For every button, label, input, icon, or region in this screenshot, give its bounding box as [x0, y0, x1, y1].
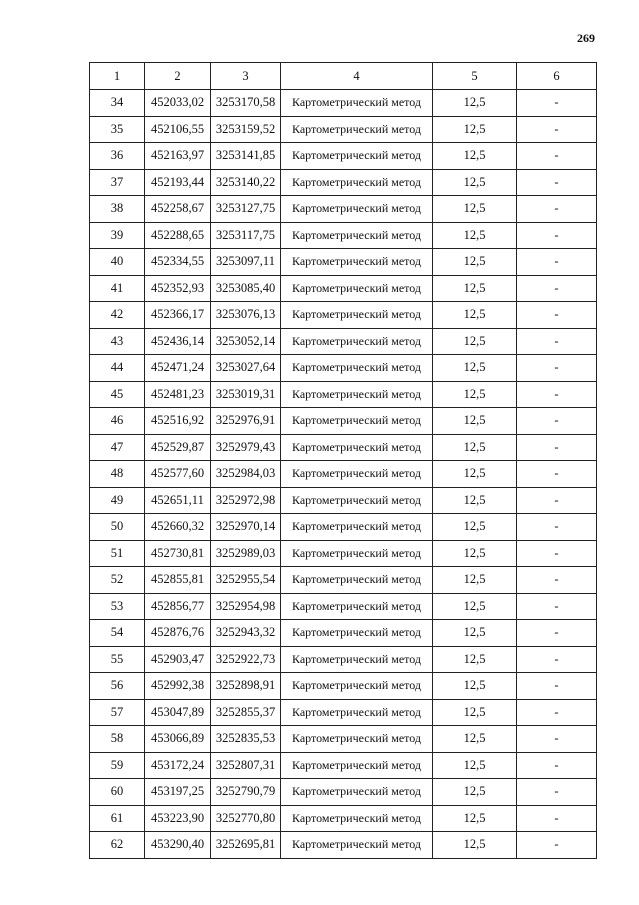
x-coordinate-cell: 452660,32: [145, 514, 211, 541]
y-coordinate-cell: 3253076,13: [211, 302, 281, 329]
x-coordinate-cell: 452471,24: [145, 355, 211, 382]
accuracy-cell: 12,5: [433, 275, 517, 302]
point-number-cell: 51: [90, 540, 145, 567]
x-coordinate-cell: 452730,81: [145, 540, 211, 567]
point-number-cell: 45: [90, 381, 145, 408]
accuracy-cell: 12,5: [433, 222, 517, 249]
x-coordinate-cell: 453290,40: [145, 832, 211, 859]
accuracy-cell: 12,5: [433, 169, 517, 196]
y-coordinate-cell: 3253027,64: [211, 355, 281, 382]
accuracy-cell: 12,5: [433, 381, 517, 408]
x-coordinate-cell: 452258,67: [145, 196, 211, 223]
note-cell: -: [517, 222, 597, 249]
y-coordinate-cell: 3252898,91: [211, 673, 281, 700]
point-number-cell: 41: [90, 275, 145, 302]
note-cell: -: [517, 249, 597, 276]
y-coordinate-cell: 3253170,58: [211, 90, 281, 117]
point-number-cell: 48: [90, 461, 145, 488]
table-row: [90, 699, 597, 726]
method-cell: Картометрический метод: [281, 408, 433, 435]
accuracy-cell: 12,5: [433, 832, 517, 859]
method-cell: Картометрический метод: [281, 805, 433, 832]
note-cell: -: [517, 752, 597, 779]
method-cell: Картометрический метод: [281, 726, 433, 753]
method-cell: Картометрический метод: [281, 514, 433, 541]
method-cell: Картометрический метод: [281, 567, 433, 594]
x-coordinate-cell: 453223,90: [145, 805, 211, 832]
note-cell: -: [517, 620, 597, 647]
method-cell: Картометрический метод: [281, 434, 433, 461]
x-coordinate-cell: 452366,17: [145, 302, 211, 329]
method-cell: Картометрический метод: [281, 673, 433, 700]
method-cell: Картометрический метод: [281, 249, 433, 276]
accuracy-cell: 12,5: [433, 302, 517, 329]
accuracy-cell: 12,5: [433, 461, 517, 488]
table-row: [90, 249, 597, 276]
x-coordinate-cell: 452352,93: [145, 275, 211, 302]
point-number-cell: 38: [90, 196, 145, 223]
column-header-2: 2: [145, 63, 211, 90]
point-number-cell: 56: [90, 673, 145, 700]
table-row: [90, 620, 597, 647]
method-cell: Картометрический метод: [281, 752, 433, 779]
x-coordinate-cell: 452334,55: [145, 249, 211, 276]
method-cell: Картометрический метод: [281, 275, 433, 302]
point-number-cell: 46: [90, 408, 145, 435]
point-number-cell: 60: [90, 779, 145, 806]
accuracy-cell: 12,5: [433, 90, 517, 117]
point-number-cell: 49: [90, 487, 145, 514]
table-row: [90, 752, 597, 779]
table-row: [90, 567, 597, 594]
accuracy-cell: 12,5: [433, 593, 517, 620]
note-cell: -: [517, 726, 597, 753]
accuracy-cell: 12,5: [433, 116, 517, 143]
table-body: [90, 90, 597, 859]
x-coordinate-cell: 452516,92: [145, 408, 211, 435]
x-coordinate-cell: 452992,38: [145, 673, 211, 700]
table-row: [90, 196, 597, 223]
table-row: [90, 90, 597, 117]
column-header-1: 1: [90, 63, 145, 90]
note-cell: -: [517, 275, 597, 302]
note-cell: -: [517, 805, 597, 832]
x-coordinate-cell: 452651,11: [145, 487, 211, 514]
accuracy-cell: 12,5: [433, 408, 517, 435]
point-number-cell: 47: [90, 434, 145, 461]
y-coordinate-cell: 3253097,11: [211, 249, 281, 276]
y-coordinate-cell: 3253117,75: [211, 222, 281, 249]
note-cell: -: [517, 514, 597, 541]
x-coordinate-cell: 452288,65: [145, 222, 211, 249]
y-coordinate-cell: 3253159,52: [211, 116, 281, 143]
y-coordinate-cell: 3252989,03: [211, 540, 281, 567]
y-coordinate-cell: 3252979,43: [211, 434, 281, 461]
method-cell: Картометрический метод: [281, 90, 433, 117]
table-row: [90, 116, 597, 143]
note-cell: -: [517, 328, 597, 355]
method-cell: Картометрический метод: [281, 461, 433, 488]
note-cell: -: [517, 487, 597, 514]
column-header-3: 3: [211, 63, 281, 90]
note-cell: -: [517, 116, 597, 143]
point-number-cell: 57: [90, 699, 145, 726]
table-row: [90, 381, 597, 408]
accuracy-cell: 12,5: [433, 196, 517, 223]
accuracy-cell: 12,5: [433, 355, 517, 382]
table-row: [90, 726, 597, 753]
note-cell: -: [517, 408, 597, 435]
accuracy-cell: 12,5: [433, 328, 517, 355]
point-number-cell: 35: [90, 116, 145, 143]
table-row: [90, 832, 597, 859]
method-cell: Картометрический метод: [281, 832, 433, 859]
point-number-cell: 37: [90, 169, 145, 196]
x-coordinate-cell: 452193,44: [145, 169, 211, 196]
point-number-cell: 54: [90, 620, 145, 647]
note-cell: -: [517, 302, 597, 329]
x-coordinate-cell: 453197,25: [145, 779, 211, 806]
table-row: [90, 779, 597, 806]
table-row: [90, 487, 597, 514]
x-coordinate-cell: 452856,77: [145, 593, 211, 620]
note-cell: -: [517, 779, 597, 806]
x-coordinate-cell: 452529,87: [145, 434, 211, 461]
note-cell: -: [517, 593, 597, 620]
note-cell: -: [517, 169, 597, 196]
point-number-cell: 36: [90, 143, 145, 170]
point-number-cell: 43: [90, 328, 145, 355]
y-coordinate-cell: 3252790,79: [211, 779, 281, 806]
x-coordinate-cell: 452855,81: [145, 567, 211, 594]
note-cell: -: [517, 381, 597, 408]
y-coordinate-cell: 3252970,14: [211, 514, 281, 541]
y-coordinate-cell: 3253052,14: [211, 328, 281, 355]
note-cell: -: [517, 646, 597, 673]
header-row: [90, 63, 597, 90]
table-row: [90, 169, 597, 196]
table-row: [90, 461, 597, 488]
table-row: [90, 646, 597, 673]
point-number-cell: 61: [90, 805, 145, 832]
table-row: [90, 143, 597, 170]
method-cell: Картометрический метод: [281, 779, 433, 806]
y-coordinate-cell: 3252984,03: [211, 461, 281, 488]
accuracy-cell: 12,5: [433, 434, 517, 461]
x-coordinate-cell: 452481,23: [145, 381, 211, 408]
method-cell: Картометрический метод: [281, 646, 433, 673]
x-coordinate-cell: 452106,55: [145, 116, 211, 143]
method-cell: Картометрический метод: [281, 355, 433, 382]
y-coordinate-cell: 3252943,32: [211, 620, 281, 647]
table-row: [90, 673, 597, 700]
point-number-cell: 52: [90, 567, 145, 594]
y-coordinate-cell: 3252972,98: [211, 487, 281, 514]
column-header-5: 5: [433, 63, 517, 90]
page-number: 269: [577, 31, 595, 45]
x-coordinate-cell: 452033,02: [145, 90, 211, 117]
point-number-cell: 62: [90, 832, 145, 859]
note-cell: -: [517, 699, 597, 726]
accuracy-cell: 12,5: [433, 752, 517, 779]
note-cell: -: [517, 540, 597, 567]
method-cell: Картометрический метод: [281, 302, 433, 329]
note-cell: -: [517, 567, 597, 594]
method-cell: Картометрический метод: [281, 699, 433, 726]
method-cell: Картометрический метод: [281, 487, 433, 514]
y-coordinate-cell: 3253141,85: [211, 143, 281, 170]
point-number-cell: 44: [90, 355, 145, 382]
method-cell: Картометрический метод: [281, 143, 433, 170]
y-coordinate-cell: 3252955,54: [211, 567, 281, 594]
point-number-cell: 55: [90, 646, 145, 673]
accuracy-cell: 12,5: [433, 620, 517, 647]
accuracy-cell: 12,5: [433, 726, 517, 753]
table-row: [90, 408, 597, 435]
x-coordinate-cell: 453172,24: [145, 752, 211, 779]
y-coordinate-cell: 3252807,31: [211, 752, 281, 779]
y-coordinate-cell: 3253140,22: [211, 169, 281, 196]
table-row: [90, 593, 597, 620]
table-row: [90, 434, 597, 461]
y-coordinate-cell: 3252954,98: [211, 593, 281, 620]
point-number-cell: 58: [90, 726, 145, 753]
note-cell: -: [517, 355, 597, 382]
column-header-6: 6: [517, 63, 597, 90]
column-header-4: 4: [281, 63, 433, 90]
x-coordinate-cell: 453047,89: [145, 699, 211, 726]
point-number-cell: 53: [90, 593, 145, 620]
method-cell: Картометрический метод: [281, 540, 433, 567]
method-cell: Картометрический метод: [281, 196, 433, 223]
x-coordinate-cell: 452163,97: [145, 143, 211, 170]
y-coordinate-cell: 3253019,31: [211, 381, 281, 408]
note-cell: -: [517, 673, 597, 700]
accuracy-cell: 12,5: [433, 673, 517, 700]
coordinates-table: [89, 62, 597, 859]
accuracy-cell: 12,5: [433, 514, 517, 541]
point-number-cell: 34: [90, 90, 145, 117]
accuracy-cell: 12,5: [433, 540, 517, 567]
y-coordinate-cell: 3252922,73: [211, 646, 281, 673]
y-coordinate-cell: 3253085,40: [211, 275, 281, 302]
accuracy-cell: 12,5: [433, 646, 517, 673]
accuracy-cell: 12,5: [433, 143, 517, 170]
table-row: [90, 302, 597, 329]
method-cell: Картометрический метод: [281, 328, 433, 355]
note-cell: -: [517, 90, 597, 117]
y-coordinate-cell: 3252770,80: [211, 805, 281, 832]
method-cell: Картометрический метод: [281, 593, 433, 620]
table-row: [90, 275, 597, 302]
point-number-cell: 39: [90, 222, 145, 249]
table-row: [90, 222, 597, 249]
x-coordinate-cell: 452436,14: [145, 328, 211, 355]
accuracy-cell: 12,5: [433, 699, 517, 726]
point-number-cell: 42: [90, 302, 145, 329]
method-cell: Картометрический метод: [281, 620, 433, 647]
point-number-cell: 50: [90, 514, 145, 541]
y-coordinate-cell: 3252976,91: [211, 408, 281, 435]
note-cell: -: [517, 461, 597, 488]
accuracy-cell: 12,5: [433, 567, 517, 594]
table-header: [90, 63, 597, 90]
accuracy-cell: 12,5: [433, 805, 517, 832]
accuracy-cell: 12,5: [433, 487, 517, 514]
note-cell: -: [517, 434, 597, 461]
table-row: [90, 514, 597, 541]
note-cell: -: [517, 832, 597, 859]
method-cell: Картометрический метод: [281, 169, 433, 196]
note-cell: -: [517, 143, 597, 170]
accuracy-cell: 12,5: [433, 779, 517, 806]
table-row: [90, 328, 597, 355]
method-cell: Картометрический метод: [281, 222, 433, 249]
x-coordinate-cell: 452876,76: [145, 620, 211, 647]
note-cell: -: [517, 196, 597, 223]
x-coordinate-cell: 452903,47: [145, 646, 211, 673]
table-row: [90, 805, 597, 832]
x-coordinate-cell: 453066,89: [145, 726, 211, 753]
accuracy-cell: 12,5: [433, 249, 517, 276]
method-cell: Картометрический метод: [281, 381, 433, 408]
point-number-cell: 40: [90, 249, 145, 276]
table-row: [90, 355, 597, 382]
method-cell: Картометрический метод: [281, 116, 433, 143]
point-number-cell: 59: [90, 752, 145, 779]
y-coordinate-cell: 3252695,81: [211, 832, 281, 859]
table-row: [90, 540, 597, 567]
y-coordinate-cell: 3253127,75: [211, 196, 281, 223]
y-coordinate-cell: 3252855,37: [211, 699, 281, 726]
y-coordinate-cell: 3252835,53: [211, 726, 281, 753]
x-coordinate-cell: 452577,60: [145, 461, 211, 488]
